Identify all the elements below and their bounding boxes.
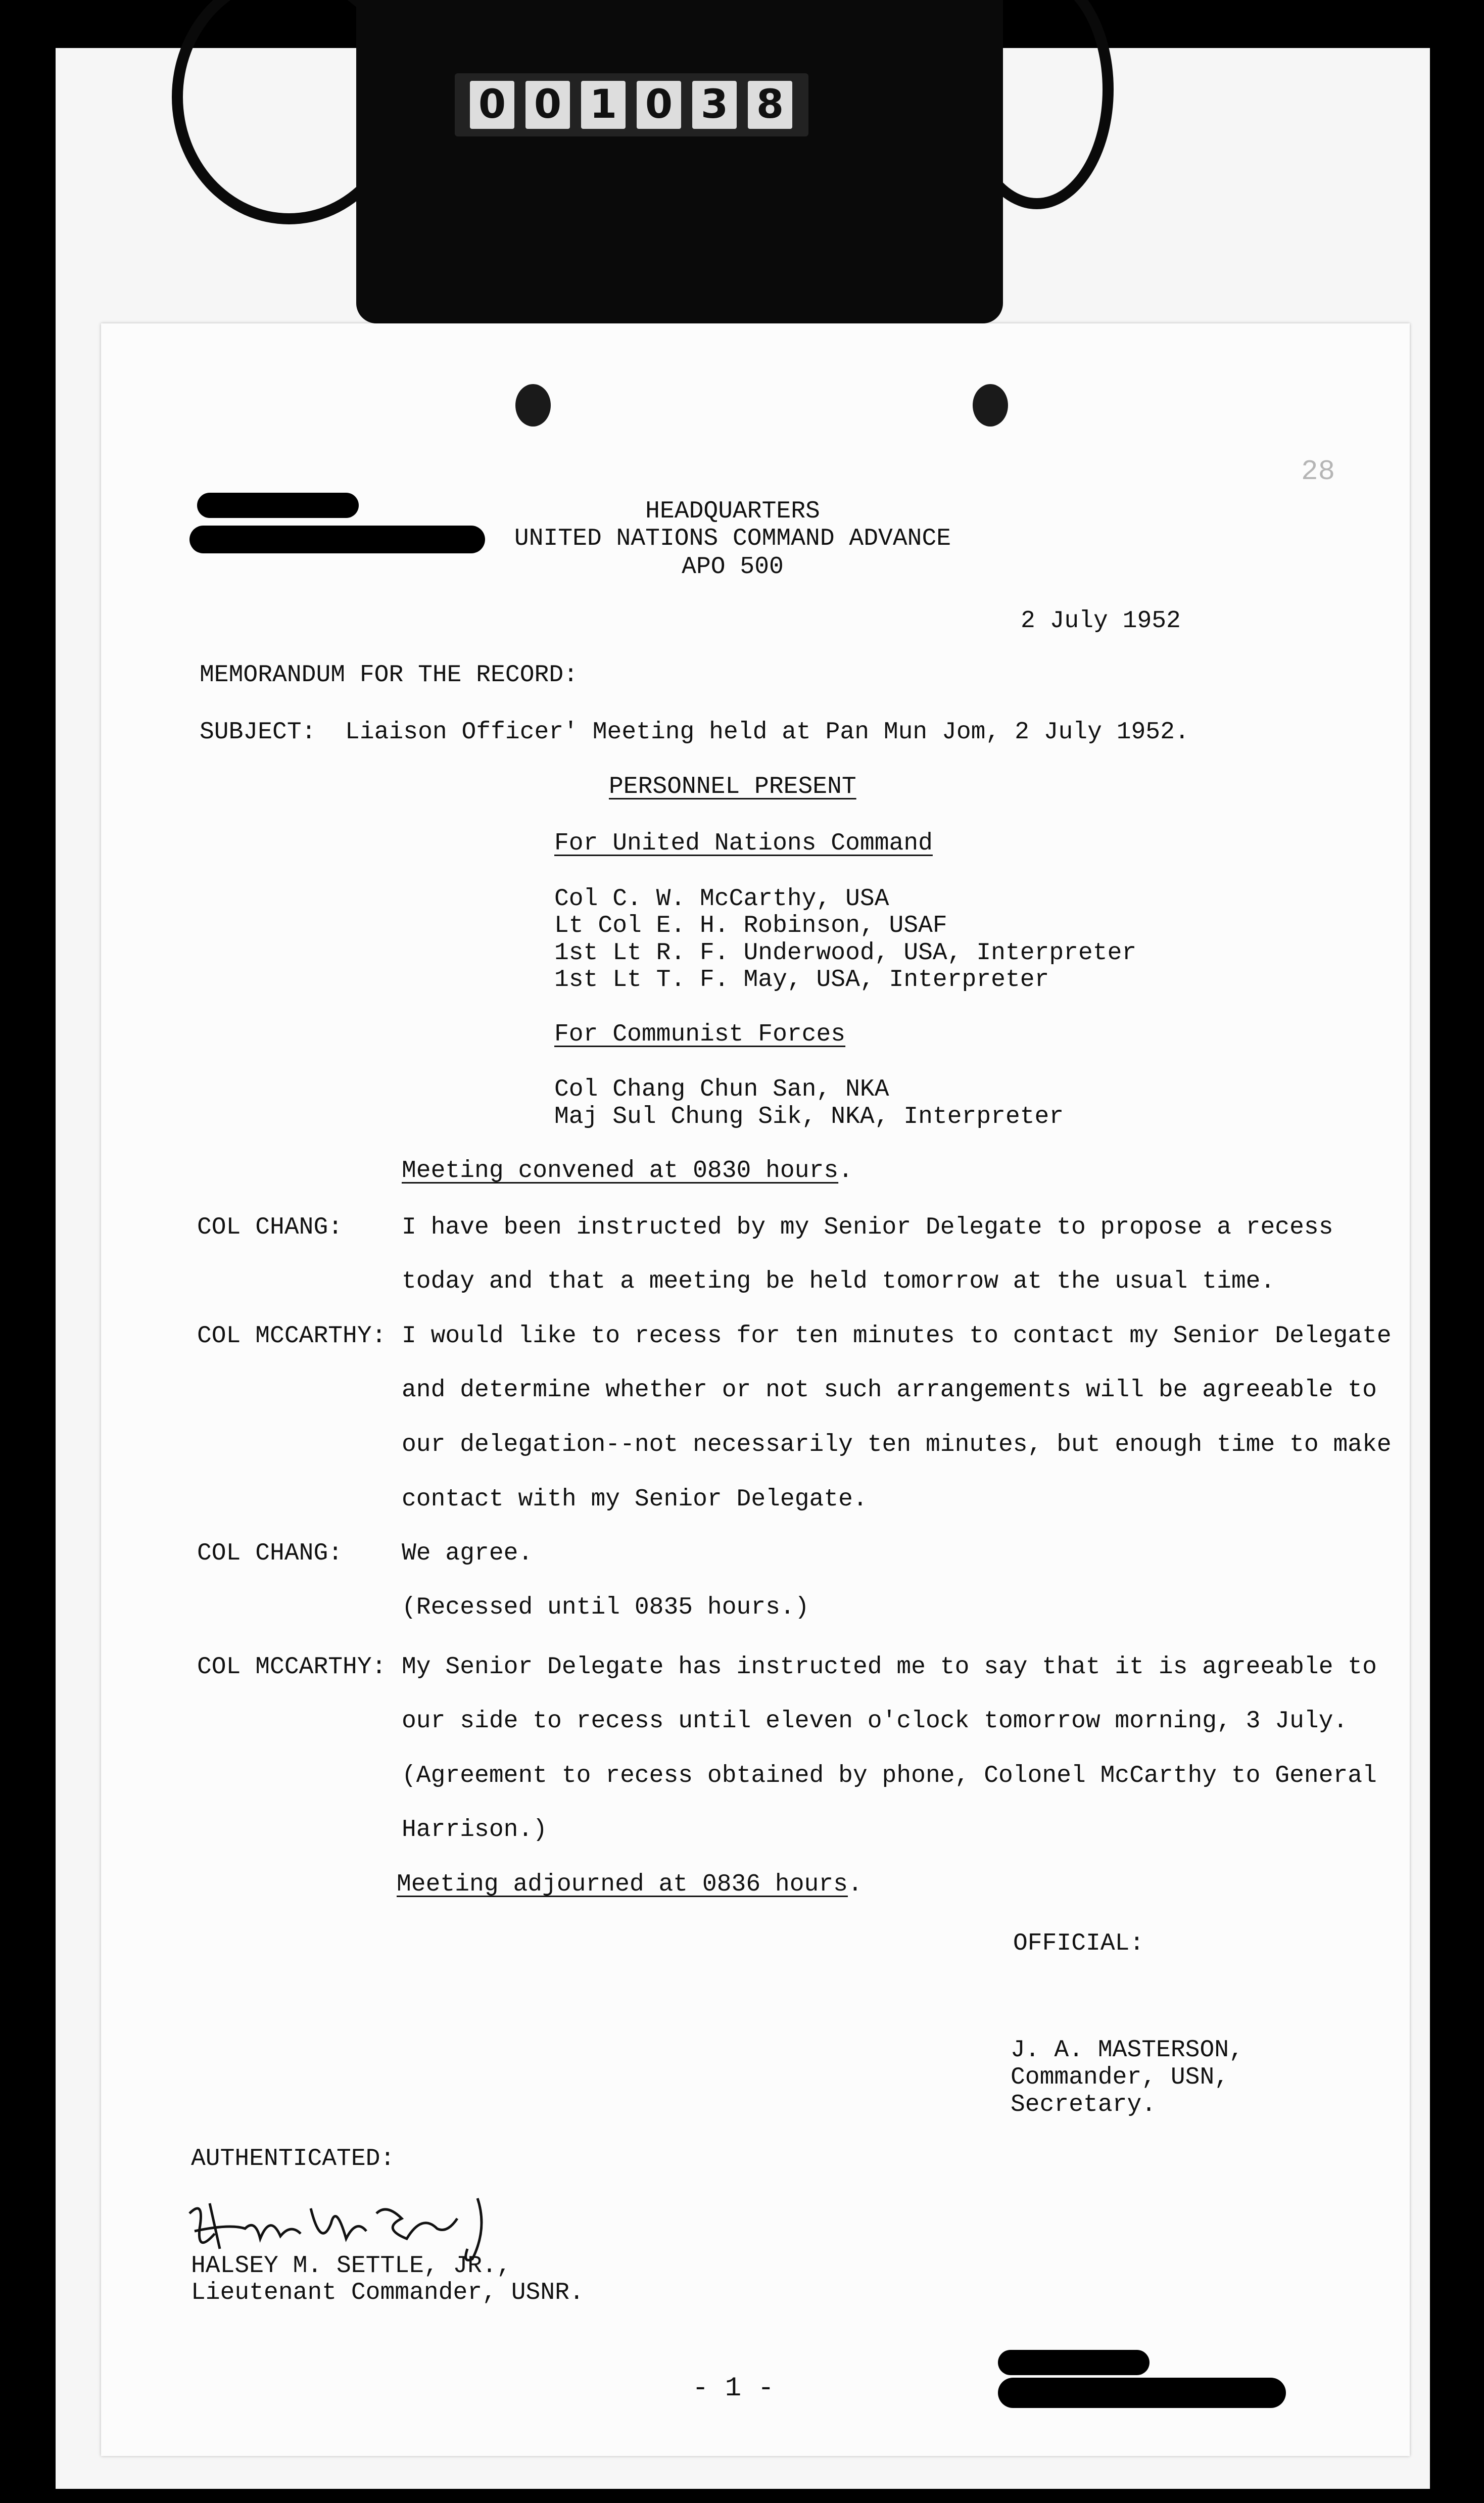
statement-line: I have been instructed by my Senior Delegate to propose a recess xyxy=(402,1214,1333,1241)
communist-member: Col Chang Chun San, NKA xyxy=(554,1076,889,1103)
official-label: OFFICIAL: xyxy=(1013,1930,1144,1957)
memo-subject: SUBJECT: Liaison Officer' Meeting held at Pan Mun Jom, 2 July 1952. xyxy=(200,719,1189,746)
statement-line: Harrison.) xyxy=(402,1816,548,1844)
redaction-bar xyxy=(998,2350,1150,2375)
meeting-convened xyxy=(402,1159,853,1183)
meeting-convened-text: Meeting convened at 0830 hours xyxy=(402,1157,839,1185)
authenticated-name: HALSEY M. SETTLE, JR., xyxy=(191,2252,511,2280)
statement-line: My Senior Delegate has instructed me to say that it is agreeable to xyxy=(402,1654,1377,1681)
statement-line: contact with my Senior Delegate. xyxy=(402,1486,868,1513)
official-title: Secretary. xyxy=(1011,2091,1157,2118)
punch-hole-left xyxy=(515,384,551,427)
authenticated-rank: Lieutenant Commander, USNR. xyxy=(191,2279,584,2306)
statement-line: We agree. xyxy=(402,1540,533,1567)
meeting-adjourned-period: . xyxy=(847,1871,863,1898)
un-member: Lt Col E. H. Robinson, USAF xyxy=(554,912,947,939)
counter-digit: 1 xyxy=(581,81,626,129)
statement-line: I would like to recess for ten minutes to contact my Senior Delegate xyxy=(402,1323,1392,1350)
page-number: - 1 - xyxy=(692,2373,775,2404)
authenticated-label: AUTHENTICATED: xyxy=(191,2145,395,2173)
statement-line: our delegation--not necessarily ten minutes, but enough time to make xyxy=(402,1431,1392,1458)
statement-line: today and that a meeting be held tomorrow at the usual time. xyxy=(402,1268,1275,1295)
header-line-3: APO 500 xyxy=(682,553,784,581)
un-member: 1st Lt R. F. Underwood, USA, Interpreter xyxy=(554,939,1137,967)
un-heading: For United Nations Command xyxy=(554,830,933,857)
official-name: J. A. MASTERSON, xyxy=(1011,2037,1243,2064)
counter-digit: 0 xyxy=(525,81,570,129)
redaction-bar xyxy=(197,493,359,518)
statement-line: and determine whether or not such arrangements will be agreeable to xyxy=(402,1377,1377,1404)
meeting-convened-period: . xyxy=(838,1157,853,1185)
speaker-label: COL CHANG: xyxy=(197,1540,343,1567)
speaker-label: COL MCCARTHY: xyxy=(197,1323,387,1350)
memo-date: 2 July 1952 xyxy=(1021,607,1181,635)
un-member: Col C. W. McCarthy, USA xyxy=(554,885,889,913)
meeting-adjourned-text: Meeting adjourned at 0836 hours xyxy=(397,1871,848,1898)
memo-title: MEMORANDUM FOR THE RECORD: xyxy=(200,662,578,689)
statement-line: (Recessed until 0835 hours.) xyxy=(402,1594,809,1621)
counter-digit: 3 xyxy=(692,81,737,129)
frame-counter-device xyxy=(356,0,1003,323)
official-rank: Commander, USN, xyxy=(1011,2064,1229,2091)
stamp-number: 28 xyxy=(1301,455,1335,488)
un-member: 1st Lt T. F. May, USA, Interpreter xyxy=(554,966,1049,994)
meeting-adjourned xyxy=(397,1872,863,1897)
punch-hole-right xyxy=(973,384,1008,427)
statement-line: our side to recess until eleven o'clock tomorrow morning, 3 July. xyxy=(402,1708,1348,1735)
counter-digit: 0 xyxy=(470,81,514,129)
communist-heading: For Communist Forces xyxy=(554,1021,846,1048)
speaker-label: COL MCCARTHY: xyxy=(197,1654,387,1681)
communist-member: Maj Sul Chung Sik, NKA, Interpreter xyxy=(554,1103,1064,1130)
header-line-1: HEADQUARTERS xyxy=(645,498,820,525)
speaker-label: COL CHANG: xyxy=(197,1214,343,1241)
redaction-bar xyxy=(189,526,485,553)
statement-line: (Agreement to recess obtained by phone, Colonel McCarthy to General xyxy=(402,1762,1377,1789)
header-line-2: UNITED NATIONS COMMAND ADVANCE xyxy=(514,525,951,552)
redaction-bar xyxy=(998,2378,1286,2408)
counter-digit: 0 xyxy=(637,81,681,129)
counter-digit: 8 xyxy=(748,81,792,129)
personnel-heading: PERSONNEL PRESENT xyxy=(609,773,856,800)
